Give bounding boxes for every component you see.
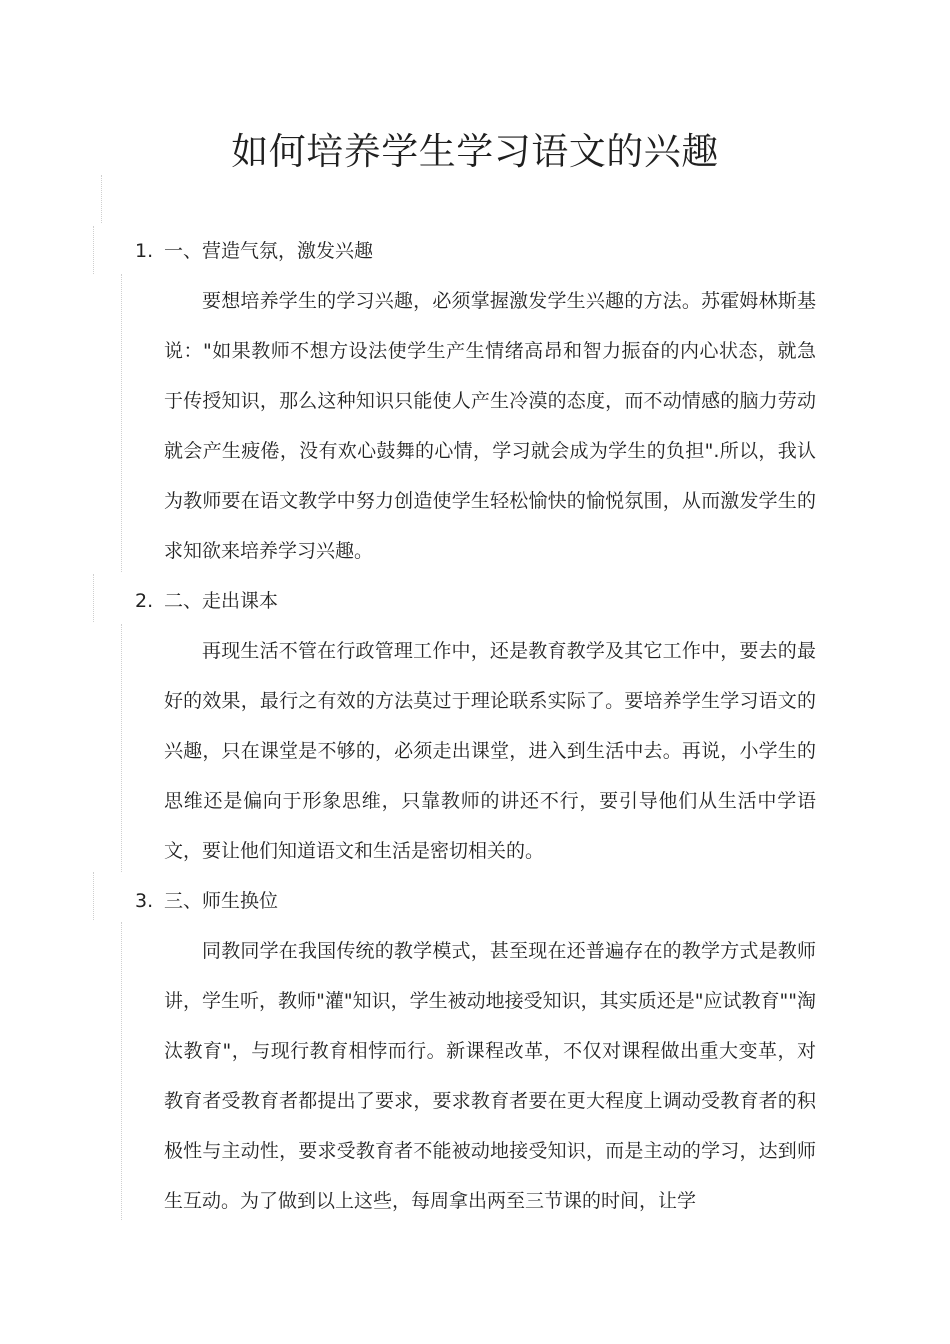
- section-heading-text: 三、师生换位: [164, 890, 279, 912]
- section-paragraph: 同教同学在我国传统的教学模式，甚至现在还普遍存在的教学方式是教师讲，学生听，教师"灌"知识，学生被动地接受知识，其实质还是"应试教育""淘汰教育"，与现行教育相悖而行。新课程改革，不仅对课程做出重大变革，对教育者受教育者都提出了要求，要求教育者要在更大程度上调动受教育者的积极性与主动性，要求受教育者不能被动地接受知识，而是主动的学习，达到师生互动。为了做到以上这些，每周拿出两至三节课的时间，让学: [164, 940, 816, 1212]
- section-heading: [0, 576, 950, 626]
- section-number: 1.: [135, 240, 154, 262]
- section-paragraph: 再现生活不管在行政管理工作中，还是教育教学及其它工作中，要去的最好的效果，最行之有效的方法莫过于理论联系实际了。要培养学生学习语文的兴趣，只在课堂是不够的，必须走出课堂，进入到生活中去。再说，小学生的思维还是偏向于形象思维，只靠教师的讲还不行，要引导他们从生活中学语文，要让他们知道语文和生活是密切相关的。: [164, 640, 816, 862]
- section-heading-text: 二、走出课本: [164, 590, 279, 612]
- section-heading: [0, 226, 950, 276]
- section-heading-text: 一、营造气氛，激发兴趣: [164, 240, 374, 262]
- section-number: 3.: [135, 890, 154, 912]
- document-title: 如何培养学生学习语文的兴趣: [231, 130, 719, 173]
- document-body: [0, 226, 950, 1226]
- margin-marker: [101, 175, 102, 223]
- section-3: [0, 876, 950, 1226]
- section-paragraph: 要想培养学生的学习兴趣，必须掌握激发学生兴趣的方法。苏霍姆林斯基说："如果教师不想方设法使学生产生情绪高昂和智力振奋的内心状态，就急于传授知识，那么这种知识只能使人产生冷漠的态度，而不动情感的脑力劳动就会产生疲倦，没有欢心鼓舞的心情，学习就会成为学生的负担".所以，我认为教师要在语文教学中努力创造使学生轻松愉快的愉悦氛围，从而激发学生的求知欲来培养学习兴趣。: [164, 290, 816, 562]
- section-1: [0, 226, 950, 576]
- section-heading: [0, 876, 950, 926]
- section-2: [0, 576, 950, 876]
- section-number: 2.: [135, 590, 154, 612]
